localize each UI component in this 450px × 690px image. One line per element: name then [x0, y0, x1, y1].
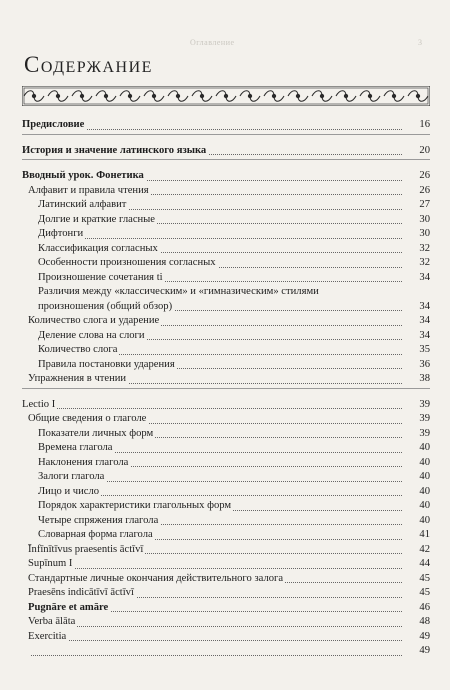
toc-entry-title: Времена глагола — [38, 442, 113, 453]
table-of-contents — [22, 118, 430, 659]
toc-entry[interactable] — [22, 285, 430, 300]
toc-page-number: 20 — [406, 144, 430, 159]
toc-entry-title: Стандартные личные окончания действительного залога — [28, 572, 284, 584]
toc-entry-title: Общие сведения о глаголе — [28, 413, 147, 424]
toc-entry[interactable] — [22, 630, 430, 645]
ornament-dot — [224, 94, 227, 97]
ornament-dot — [176, 94, 179, 97]
toc-page-number: 40 — [406, 499, 430, 514]
ornament-dot — [32, 94, 35, 97]
toc-entry[interactable] — [22, 329, 430, 344]
toc-entry[interactable] — [22, 644, 430, 659]
ornament-dot — [80, 94, 83, 97]
toc-page-number: 49 — [406, 630, 430, 645]
ornament-dot — [272, 94, 275, 97]
toc-entry[interactable] — [22, 427, 430, 442]
toc-page-number: 34 — [406, 271, 430, 286]
ornament-dot — [320, 94, 323, 97]
toc-entry-title: Порядок характеристики глагольных форм — [38, 500, 232, 511]
toc-entry[interactable] — [22, 601, 430, 616]
toc-entry-title: Lectio I — [22, 398, 56, 410]
toc-entry-title: Дифтонги — [38, 228, 84, 239]
toc-entry[interactable] — [22, 470, 430, 485]
ornament-dot — [56, 94, 59, 97]
toc-page-number: 30 — [406, 227, 430, 242]
section-gap — [22, 135, 430, 144]
toc-entry[interactable] — [22, 314, 430, 329]
toc-entry[interactable] — [22, 557, 430, 572]
bleed-through-page-number: 3 — [418, 38, 422, 47]
toc-page-number: 32 — [406, 256, 430, 271]
toc-entry-title: Залоги глагола — [38, 471, 105, 482]
toc-entry-title: Предисловие — [22, 119, 85, 130]
toc-page-number: 40 — [406, 514, 430, 529]
dot-leader — [28, 626, 402, 627]
dot-leader — [28, 568, 402, 569]
toc-entry-title: произношения (общий обзор) — [38, 300, 173, 312]
toc-entry-title: Латинский алфавит — [38, 199, 127, 210]
ornament-dot — [416, 94, 419, 97]
toc-entry-title: Количество слога — [38, 344, 118, 355]
toc-entry[interactable] — [22, 615, 430, 630]
toc-entry-title: Долгие и краткие гласные — [38, 213, 156, 225]
toc-page-number: 39 — [406, 398, 430, 413]
toc-entry[interactable] — [22, 300, 430, 315]
ornament-dot — [104, 94, 107, 97]
toc-page-number: 35 — [406, 343, 430, 358]
toc-entry-title: Exercitia — [28, 630, 67, 642]
toc-page-number: 34 — [406, 300, 430, 315]
toc-entry[interactable] — [22, 528, 430, 543]
toc-page-number: 36 — [406, 358, 430, 373]
toc-entry-title: Произношение сочетания ti — [38, 271, 163, 283]
toc-page-number: 39 — [406, 412, 430, 427]
toc-page-number: 34 — [406, 314, 430, 329]
toc-entry-title: Показатели личных форм — [38, 427, 154, 439]
toc-entry-title: Алфавит и правила чтения — [28, 184, 149, 196]
toc-entry-title: Наклонения глагола — [38, 456, 129, 468]
ornament-dot — [128, 94, 131, 97]
toc-entry-title: Деление слова на слоги — [38, 329, 145, 341]
toc-entry-title: Verba ālāta — [28, 616, 76, 627]
toc-page-number: 40 — [406, 485, 430, 500]
dot-leader — [38, 238, 402, 239]
toc-entry[interactable] — [22, 184, 430, 199]
toc-entry[interactable] — [22, 398, 430, 413]
toc-page-number: 49 — [406, 644, 430, 659]
ornament-dot — [152, 94, 155, 97]
toc-entry[interactable] — [22, 572, 430, 587]
toc-entry-title: Вводный урок. Фонетика — [22, 170, 144, 181]
toc-page-number: 30 — [406, 213, 430, 228]
toc-page-number: 32 — [406, 242, 430, 257]
toc-page-number: 41 — [406, 528, 430, 543]
floral-ornament-band-icon — [22, 86, 430, 106]
toc-entry[interactable] — [22, 412, 430, 427]
toc-page-number: 40 — [406, 456, 430, 471]
toc-page-number: 48 — [406, 615, 430, 630]
toc-page-number: 45 — [406, 586, 430, 601]
toc-entry[interactable] — [22, 144, 430, 159]
toc-page-number: 44 — [406, 557, 430, 572]
toc-entry[interactable] — [22, 586, 430, 601]
section-gap — [22, 160, 430, 169]
toc-entry[interactable] — [22, 271, 430, 286]
toc-entry-title: Четыре спряжения глагола — [38, 514, 159, 526]
toc-entry-title: Словарная форма глагола — [38, 529, 153, 540]
toc-entry-title: Praesēns indicātīvī āctīvī — [28, 587, 134, 598]
toc-entry-title: Īnfīnītīvus praesentis āctīvī — [28, 543, 144, 555]
dot-leader — [22, 408, 402, 409]
toc-entry[interactable] — [22, 441, 430, 456]
toc-entry[interactable] — [22, 118, 430, 133]
toc-entry[interactable] — [22, 514, 430, 529]
toc-page-number: 42 — [406, 543, 430, 558]
ornament-dot — [368, 94, 371, 97]
toc-entry-title: Pugnāre et amāre — [28, 601, 109, 613]
toc-entry-title: Лицо и число — [38, 485, 100, 497]
toc-entry-title: Особенности произношения согласных — [38, 257, 216, 268]
ornament-dot — [392, 94, 395, 97]
toc-entry-title: Правила постановки ударения — [38, 358, 175, 370]
toc-entry[interactable] — [22, 198, 430, 213]
dot-leader — [28, 655, 402, 656]
toc-entry-title: Различия между «классическим» и «гимназическим» стилями — [38, 286, 319, 297]
toc-page-number: 40 — [406, 470, 430, 485]
ornament-dot — [344, 94, 347, 97]
toc-entry[interactable] — [22, 485, 430, 500]
ornament-dot — [200, 94, 203, 97]
toc-entry[interactable] — [22, 256, 430, 271]
ornament-dot — [248, 94, 251, 97]
toc-page-number: 34 — [406, 329, 430, 344]
toc-entry[interactable] — [22, 499, 430, 514]
toc-page-number: 40 — [406, 441, 430, 456]
toc-entry[interactable] — [22, 372, 430, 387]
toc-entry[interactable] — [22, 343, 430, 358]
toc-entry-title: Упражнения в чтении — [28, 373, 127, 384]
dot-leader — [28, 640, 402, 641]
toc-entry-title: Количество слога и ударение — [28, 315, 160, 326]
toc-page-number: 46 — [406, 601, 430, 616]
toc-page-number: 26 — [406, 184, 430, 199]
toc-entry[interactable] — [22, 242, 430, 257]
toc-entry-title — [28, 645, 30, 656]
toc-entry[interactable] — [22, 213, 430, 228]
section-gap — [22, 389, 430, 398]
toc-page-number: 45 — [406, 572, 430, 587]
toc-entry[interactable] — [22, 169, 430, 184]
toc-entry[interactable] — [22, 227, 430, 242]
toc-entry-title: Классификация согласных — [38, 242, 158, 254]
toc-entry[interactable] — [22, 543, 430, 558]
toc-entry-title: Supīnum I — [28, 558, 73, 569]
toc-entry[interactable] — [22, 358, 430, 373]
toc-page-number: 38 — [406, 372, 430, 387]
toc-page-number: 27 — [406, 198, 430, 213]
bleed-through-header: Оглавление — [190, 38, 235, 47]
toc-page-number: 26 — [406, 169, 430, 184]
page-title: Содержание — [24, 52, 153, 77]
toc-entry[interactable] — [22, 456, 430, 471]
toc-page-number: 39 — [406, 427, 430, 442]
ornament-dot — [296, 94, 299, 97]
toc-entry-title: История и значение латинского языка — [22, 144, 207, 156]
toc-page-number: 16 — [406, 118, 430, 133]
